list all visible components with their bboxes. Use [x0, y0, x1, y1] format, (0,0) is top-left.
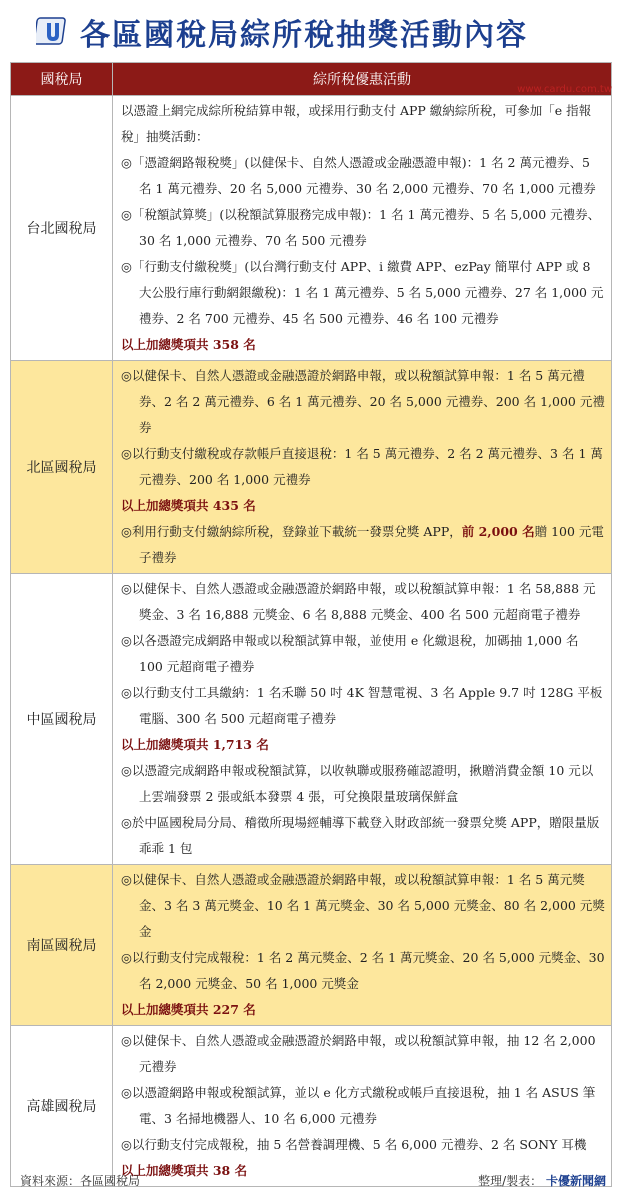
- bonus-highlight: 前 2,000 名: [461, 524, 535, 539]
- table-row: [11, 96, 612, 361]
- total-prizes: 以上加總獎項共 1,713 名: [121, 737, 269, 752]
- activity-content: [113, 574, 612, 865]
- prize-item: ◎「行動支付繳稅獎」(以台灣行動支付 APP、i 繳費 APP、ezPay 簡單付 APP 或 8 大公股行庫行動網銀繳稅)：1 名 1 萬元禮券、5 名 5,000 元禮券、27 名 1,000 元禮券、2 名 700 元禮券、45 名 500 元禮券、46 名 100 元禮券: [121, 259, 604, 326]
- prize-table: [10, 62, 612, 1187]
- bureau-name: 南區國稅局: [11, 865, 113, 1026]
- prize-item: ◎以健保卡、自然人憑證或金融憑證於網路申報，或以稅額試算申報，抽 12 名 2,000 元禮券: [121, 1033, 596, 1074]
- title-bar: [0, 0, 620, 60]
- bonus-item: [121, 519, 605, 571]
- bureau-name: 高雄國稅局: [11, 1026, 113, 1187]
- total-prizes: 以上加總獎項共 435 名: [121, 498, 256, 513]
- bonus-text-end: 贈 100 元電子禮券: [139, 524, 604, 565]
- activity-content: [113, 96, 612, 361]
- prize-item: ◎以行動支付完成報稅：1 名 2 萬元獎金、2 名 1 萬元獎金、20 名 5,000 元獎金、30 名 2,000 元獎金、50 名 1,000 元獎金: [121, 950, 605, 991]
- credit: [478, 1172, 606, 1189]
- bureau-name: 北區國稅局: [11, 361, 113, 574]
- bonus-item: [121, 758, 605, 810]
- prize-item: ◎以行動支付工具繳納：1 名禾聯 50 吋 4K 智慧電視、3 名 Apple 9.7 吋 128G 平板電腦、300 名 500 元超商電子禮券: [121, 685, 603, 726]
- total-prizes: 以上加總獎項共 358 名: [121, 337, 256, 352]
- prize-item: ◎以各憑證完成網路申報或以稅額試算申報，並使用 e 化繳退稅，加碼抽 1,000 名 100 元超商電子禮券: [121, 633, 579, 674]
- bureau-name: 中區國稅局: [11, 574, 113, 865]
- prize-item: ◎以健保卡、自然人憑證或金融憑證於網路申報，或以稅額試算申報：1 名 58,888 元獎金、3 名 16,888 元獎金、6 名 8,888 元獎金、400 名 500 元超商電子禮券: [121, 581, 596, 622]
- prize-item: ◎以健保卡、自然人憑證或金融憑證於網路申報，或以稅額試算申報：1 名 5 萬元獎金、3 名 3 萬元獎金、10 名 1 萬元獎金、30 名 5,000 元獎金、80 名 2,000 元獎金: [121, 872, 605, 939]
- activity-content: [113, 865, 612, 1026]
- total-prizes: 以上加總獎項共 38 名: [121, 1163, 248, 1178]
- prize-item: ◎以行動支付繳稅或存款帳戶直接退稅：1 名 5 萬元禮券、2 名 2 萬元禮券、3 名 1 萬元禮券、200 名 1,000 元禮券: [121, 446, 603, 487]
- intro-text: 以憑證上網完成綜所稅結算申報，或採用行動支付 APP 繳納綜所稅，可參加「e 指報稅」抽獎活動：: [121, 103, 592, 144]
- prize-item: ◎「憑證網路報稅獎」(以健保卡、自然人憑證或金融憑證申報)：1 名 2 萬元禮券、5 名 1 萬元禮券、20 名 5,000 元禮券、30 名 2,000 元禮券、70 名 1,000 元禮券: [121, 155, 596, 196]
- credit-label: 整理/製表：: [478, 1174, 543, 1188]
- table-row: [11, 574, 612, 865]
- activity-content: [113, 1026, 612, 1187]
- prize-item: ◎以行動支付完成報稅，抽 5 名營養調理機、5 名 6,000 元禮券、2 名 SONY 耳機: [121, 1137, 587, 1152]
- col-header-activity: 綜所稅優惠活動: [113, 63, 612, 96]
- bonus-item: [121, 810, 605, 862]
- bonus-text: ◎於中區國稅局分局、稽徵所現場經輔導下載登入財政部統一發票兌獎 APP，贈限量版乖乖 1 包: [121, 815, 600, 856]
- cardu-logo-icon: [36, 14, 70, 48]
- prize-item: ◎以健保卡、自然人憑證或金融憑證於網路申報，或以稅額試算申報：1 名 5 萬元禮券、2 名 2 萬元禮券、6 名 1 萬元禮券、20 名 5,000 元禮券、200 名 1,000 元禮券: [121, 368, 605, 435]
- footer: [0, 1166, 620, 1196]
- table-row: [11, 361, 612, 574]
- page-title: 各區國稅局綜所稅抽獎活動內容: [80, 18, 528, 53]
- prize-item: ◎「稅額試算獎」(以稅額試算服務完成申報)：1 名 1 萬元禮券、5 名 5,000 元禮券、30 名 1,000 元禮券、70 名 500 元禮券: [121, 207, 601, 248]
- col-header-bureau: 國稅局: [11, 63, 113, 96]
- prize-item: ◎以憑證網路申報或稅額試算，並以 e 化方式繳稅或帳戶直接退稅，抽 1 名 ASUS 筆電、3 名掃地機器人、10 名 6,000 元禮券: [121, 1085, 596, 1126]
- table-row: [11, 1026, 612, 1187]
- table-row: [11, 865, 612, 1026]
- bonus-text: ◎以憑證完成網路申報或稅額試算，以收執聯或服務確認證明，揪贈消費金額 10 元以上雲端發票 2 張或紙本發票 4 張，可兌換限量玻璃保鮮盒: [121, 763, 594, 804]
- bureau-name: 台北國稅局: [11, 96, 113, 361]
- activity-content: [113, 361, 612, 574]
- site-url: www.cardu.com.tw: [517, 84, 612, 95]
- bonus-text: ◎利用行動支付繳納綜所稅，登錄並下載統一發票兌獎 APP，: [121, 524, 462, 539]
- credit-brand: 卡優新聞網: [545, 1174, 606, 1188]
- source-note: 資料來源：各區國稅局: [20, 1174, 141, 1188]
- total-prizes: 以上加總獎項共 227 名: [121, 1002, 256, 1017]
